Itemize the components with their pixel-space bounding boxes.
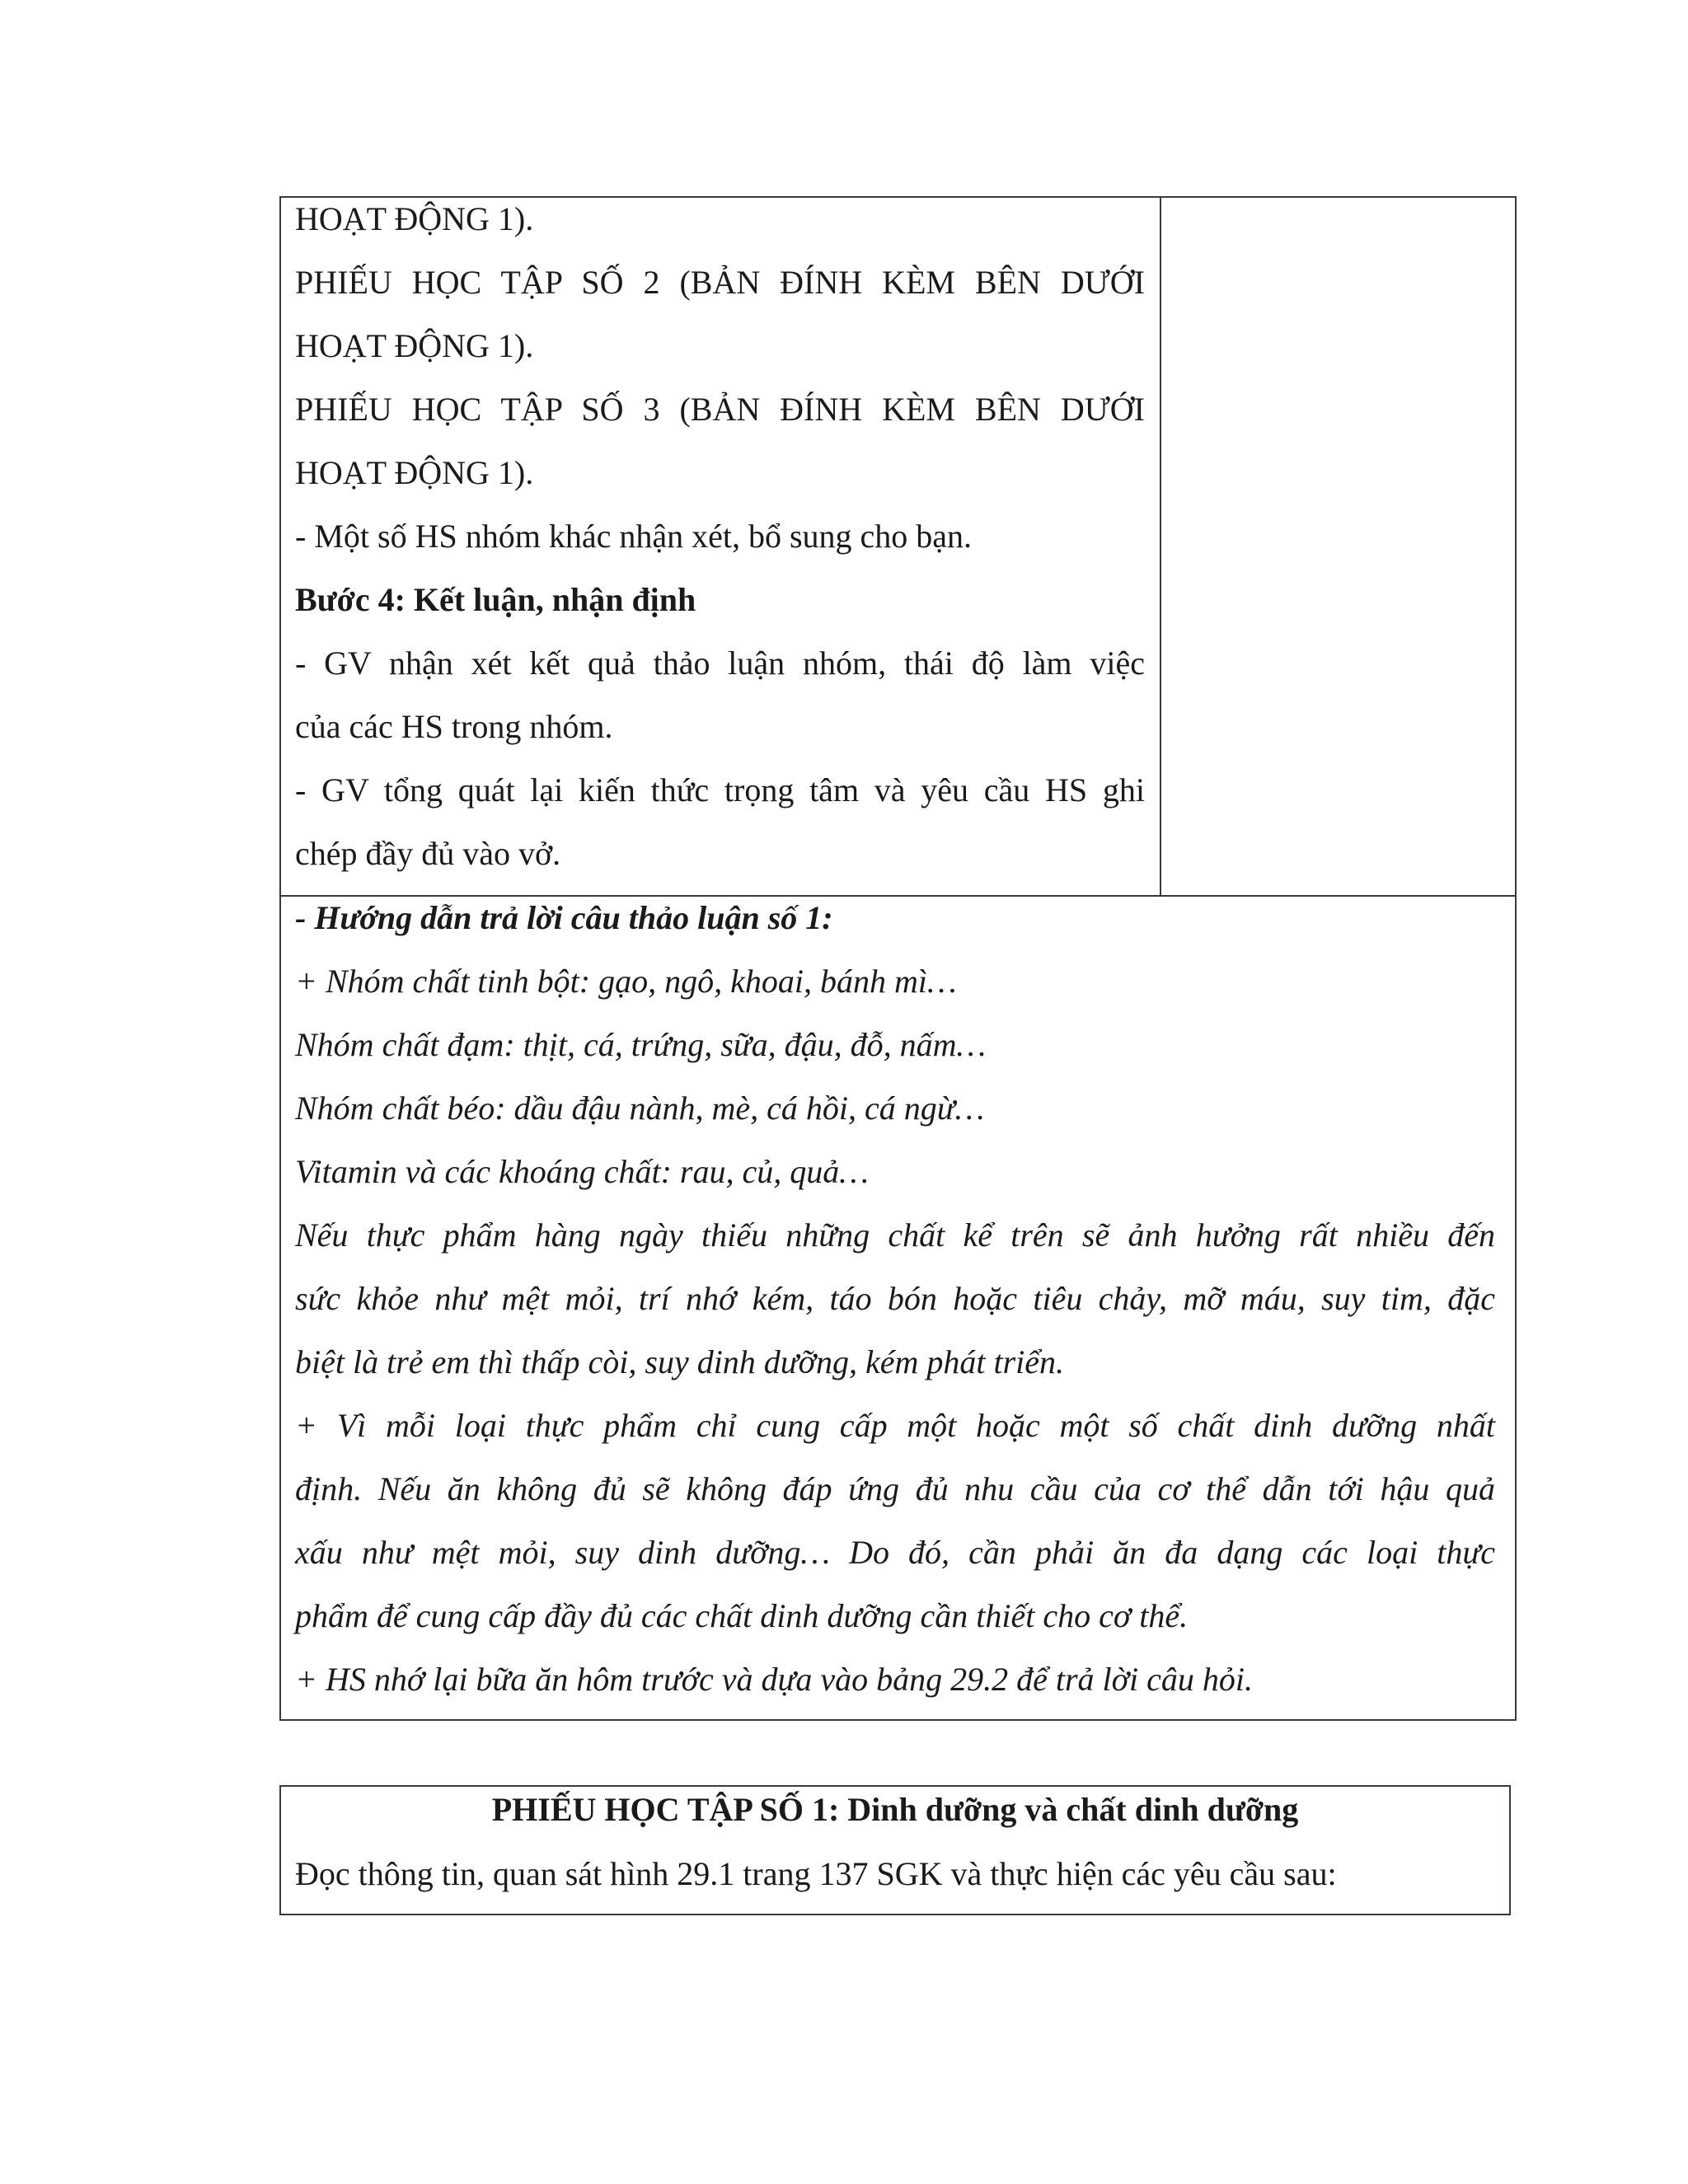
- answer-line: định. Nếu ăn không đủ sẽ không đáp ứng đủ nhu cầu của cơ thể dẫn tới hậu quả: [295, 1470, 1495, 1507]
- table-border-right: [1515, 196, 1517, 1721]
- answer-line: sức khỏe như mệt mỏi, trí nhớ kém, táo bón hoặc tiêu chảy, mỡ máu, suy tim, đặc: [295, 1280, 1495, 1317]
- cell-line: HOẠT ĐỘNG 1).: [295, 454, 534, 491]
- answer-line: + Vì mỗi loại thực phẩm chỉ cung cấp một hoặc một số chất dinh dưỡng nhất: [295, 1407, 1495, 1444]
- cell-line: PHIẾU HỌC TẬP SỐ 3 (BẢN ĐÍNH KÈM BÊN DƯỚI: [295, 391, 1145, 428]
- worksheet-title: PHIẾU HỌC TẬP SỐ 1: Dinh dưỡng và chất dinh dưỡng: [491, 1791, 1299, 1828]
- answer-line: + HS nhớ lại bữa ăn hôm trước và dựa vào bảng 29.2 để trả lời câu hỏi.: [295, 1661, 1253, 1698]
- cell-line: chép đầy đủ vào vở.: [295, 835, 561, 872]
- table-border-left: [279, 196, 281, 1721]
- table-border-bottom: [279, 1719, 1517, 1721]
- cell-line: - Một số HS nhóm khác nhận xét, bổ sung cho bạn.: [295, 518, 973, 555]
- box-border-top: [279, 1785, 1511, 1787]
- answer-line: + Nhóm chất tinh bột: gạo, ngô, khoai, bánh mì…: [295, 963, 957, 1000]
- answer-line: xấu như mệt mỏi, suy dinh dưỡng… Do đó, cần phải ăn đa dạng các loại thực: [295, 1534, 1495, 1571]
- table-border-top: [279, 196, 1517, 198]
- answer-line: phẩm để cung cấp đầy đủ các chất dinh dưỡng cần thiết cho cơ thể.: [295, 1597, 1189, 1634]
- answer-guide-heading: - Hướng dẫn trả lời câu thảo luận số 1:: [295, 899, 833, 936]
- cell-line: HOẠT ĐỘNG 1).: [295, 200, 534, 237]
- answer-line: Nhóm chất đạm: thịt, cá, trứng, sữa, đậu, đỗ, nấm…: [295, 1026, 987, 1063]
- cell-line: - GV tổng quát lại kiến thức trọng tâm và yêu cầu HS ghi: [295, 771, 1145, 808]
- worksheet-instruction: Đọc thông tin, quan sát hình 29.1 trang 137 SGK và thực hiện các yêu cầu sau:: [295, 1855, 1337, 1892]
- cell-line: của các HS trong nhóm.: [295, 708, 613, 745]
- answer-line: Nếu thực phẩm hàng ngày thiếu những chất kể trên sẽ ảnh hưởng rất nhiều đến: [295, 1216, 1495, 1254]
- answer-line: Nhóm chất béo: dầu đậu nành, mè, cá hồi, cá ngừ…: [295, 1090, 985, 1127]
- answer-line: Vitamin và các khoáng chất: rau, củ, quả…: [295, 1153, 869, 1190]
- right-cell: [1164, 201, 1510, 890]
- cell-line: - GV nhận xét kết quả thảo luận nhóm, thái độ làm việc: [295, 644, 1145, 682]
- box-border-right: [1509, 1785, 1511, 1915]
- answer-line: biệt là trẻ em thì thấp còi, suy dinh dưỡng, kém phát triển.: [295, 1343, 1065, 1380]
- cell-line: PHIẾU HỌC TẬP SỐ 2 (BẢN ĐÍNH KÈM BÊN DƯỚI: [295, 264, 1145, 301]
- row-divider: [279, 895, 1517, 897]
- box-border-bottom: [279, 1914, 1511, 1915]
- cell-line: HOẠT ĐỘNG 1).: [295, 327, 534, 364]
- step-heading: Bước 4: Kết luận, nhận định: [295, 581, 696, 618]
- column-divider: [1160, 196, 1161, 897]
